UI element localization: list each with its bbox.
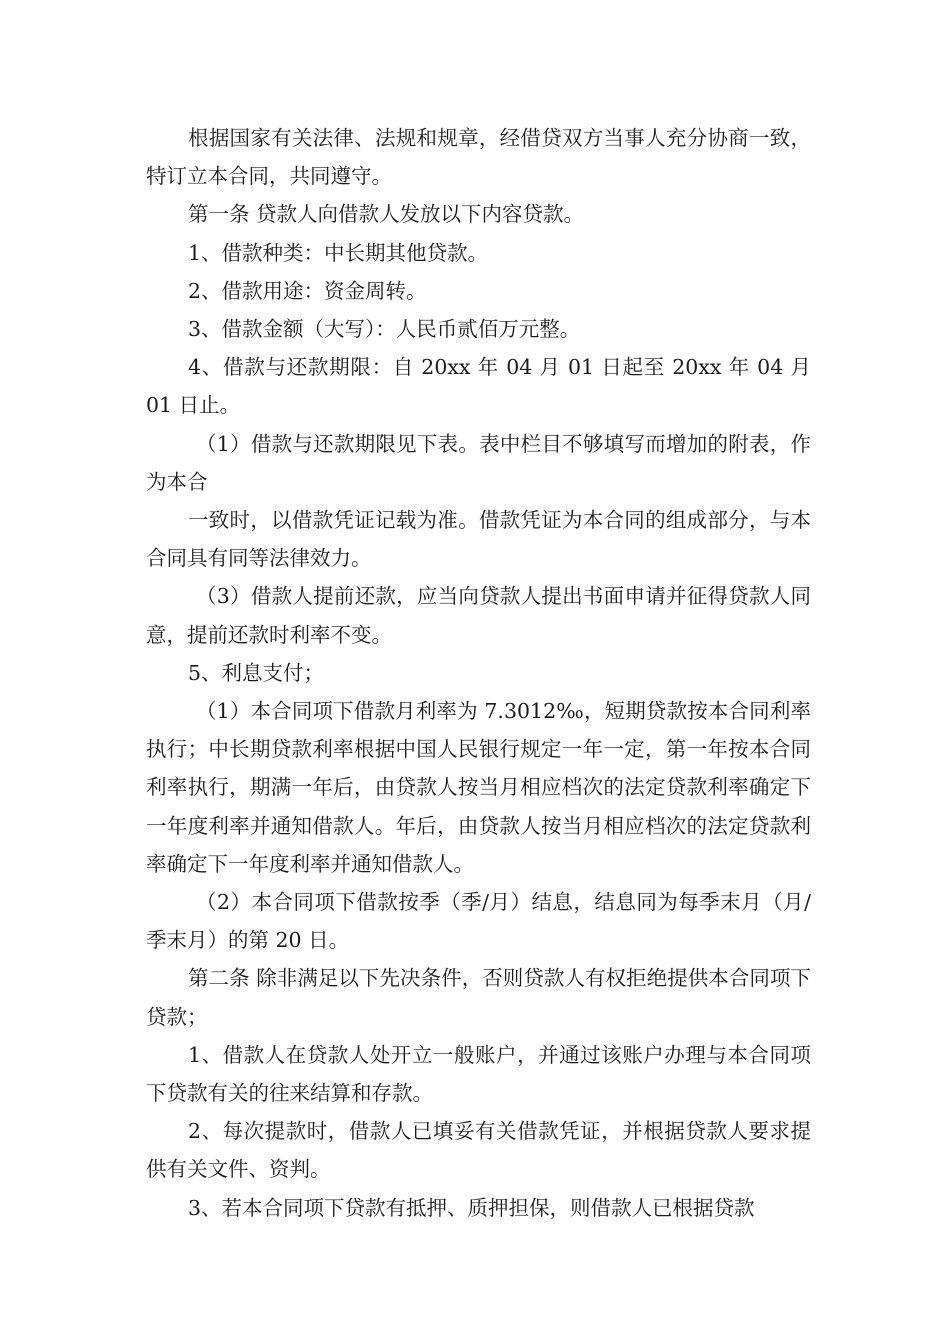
paragraph-condition-voucher: 2、每次提款时，借款人已填妥有关借款凭证，并根据贷款人要求提供有关文件、资判。 — [146, 1119, 811, 1182]
paragraph-preamble: 根据国家有关法律、法规和规章，经借贷双方当事人充分协商一致，特订立本合同，共同遵守。 — [146, 126, 811, 189]
paragraph-condition-collateral: 3、若本合同项下贷款有抵押、质押担保，则借款人已根据贷款 — [188, 1195, 755, 1220]
paragraph-interest-rate: （1）本合同项下借款月利率为 7.3012‰，短期贷款按本合同利率执行；中长期贷款利率根据中国人民银行规定一年一定，第一年按本合同利率执行，期满一年后，由贷款人按当月相应档次的法定贷款利率确定下一年度利率并通知借款人。年后，由贷款人按当月相应档次的法定贷款利率确定下一年度利率并通知借款人。 — [146, 699, 811, 876]
paragraph-loan-type: 1、借款种类：中长期其他贷款。 — [188, 240, 489, 265]
paragraph-term-table: （1）借款与还款期限见下表。表中栏目不够填写而增加的附表，作为本合 — [146, 431, 811, 494]
paragraph-condition-account: 1、借款人在贷款人处开立一般账户，并通过该账户办理与本合同项下贷款有关的往来结算和存款。 — [146, 1042, 811, 1106]
paragraph-loan-purpose: 2、借款用途：资金周转。 — [188, 278, 427, 303]
document-page — [146, 119, 811, 1227]
paragraph-loan-term: 4、借款与还款期限：自 20xx 年 04 月 01 日起至 20xx 年 04 月 01 日止。 — [146, 355, 811, 418]
paragraph-interest-payment: 5、利息支付； — [188, 660, 325, 685]
paragraph-early-repayment: （3）借款人提前还款，应当向贷款人提出书面申请并征得贷款人同意，提前还款时利率不变。 — [146, 584, 811, 647]
paragraph-article-2: 第二条 除非满足以下先决条件，否则贷款人有权拒绝提供本合同项下贷款； — [146, 966, 811, 1029]
paragraph-loan-voucher: 一致时，以借款凭证记载为准。借款凭证为本合同的组成部分，与本合同具有同等法律效力。 — [146, 508, 811, 571]
paragraph-loan-amount: 3、借款金额（大写）：人民币贰佰万元整。 — [188, 317, 581, 342]
paragraph-interest-settlement: （2）本合同项下借款按季（季/月）结息，结息同为每季末月（月/季末月）的第 20 日。 — [146, 890, 811, 953]
paragraph-article-1: 第一条 贷款人向借款人发放以下内容贷款。 — [188, 202, 585, 227]
